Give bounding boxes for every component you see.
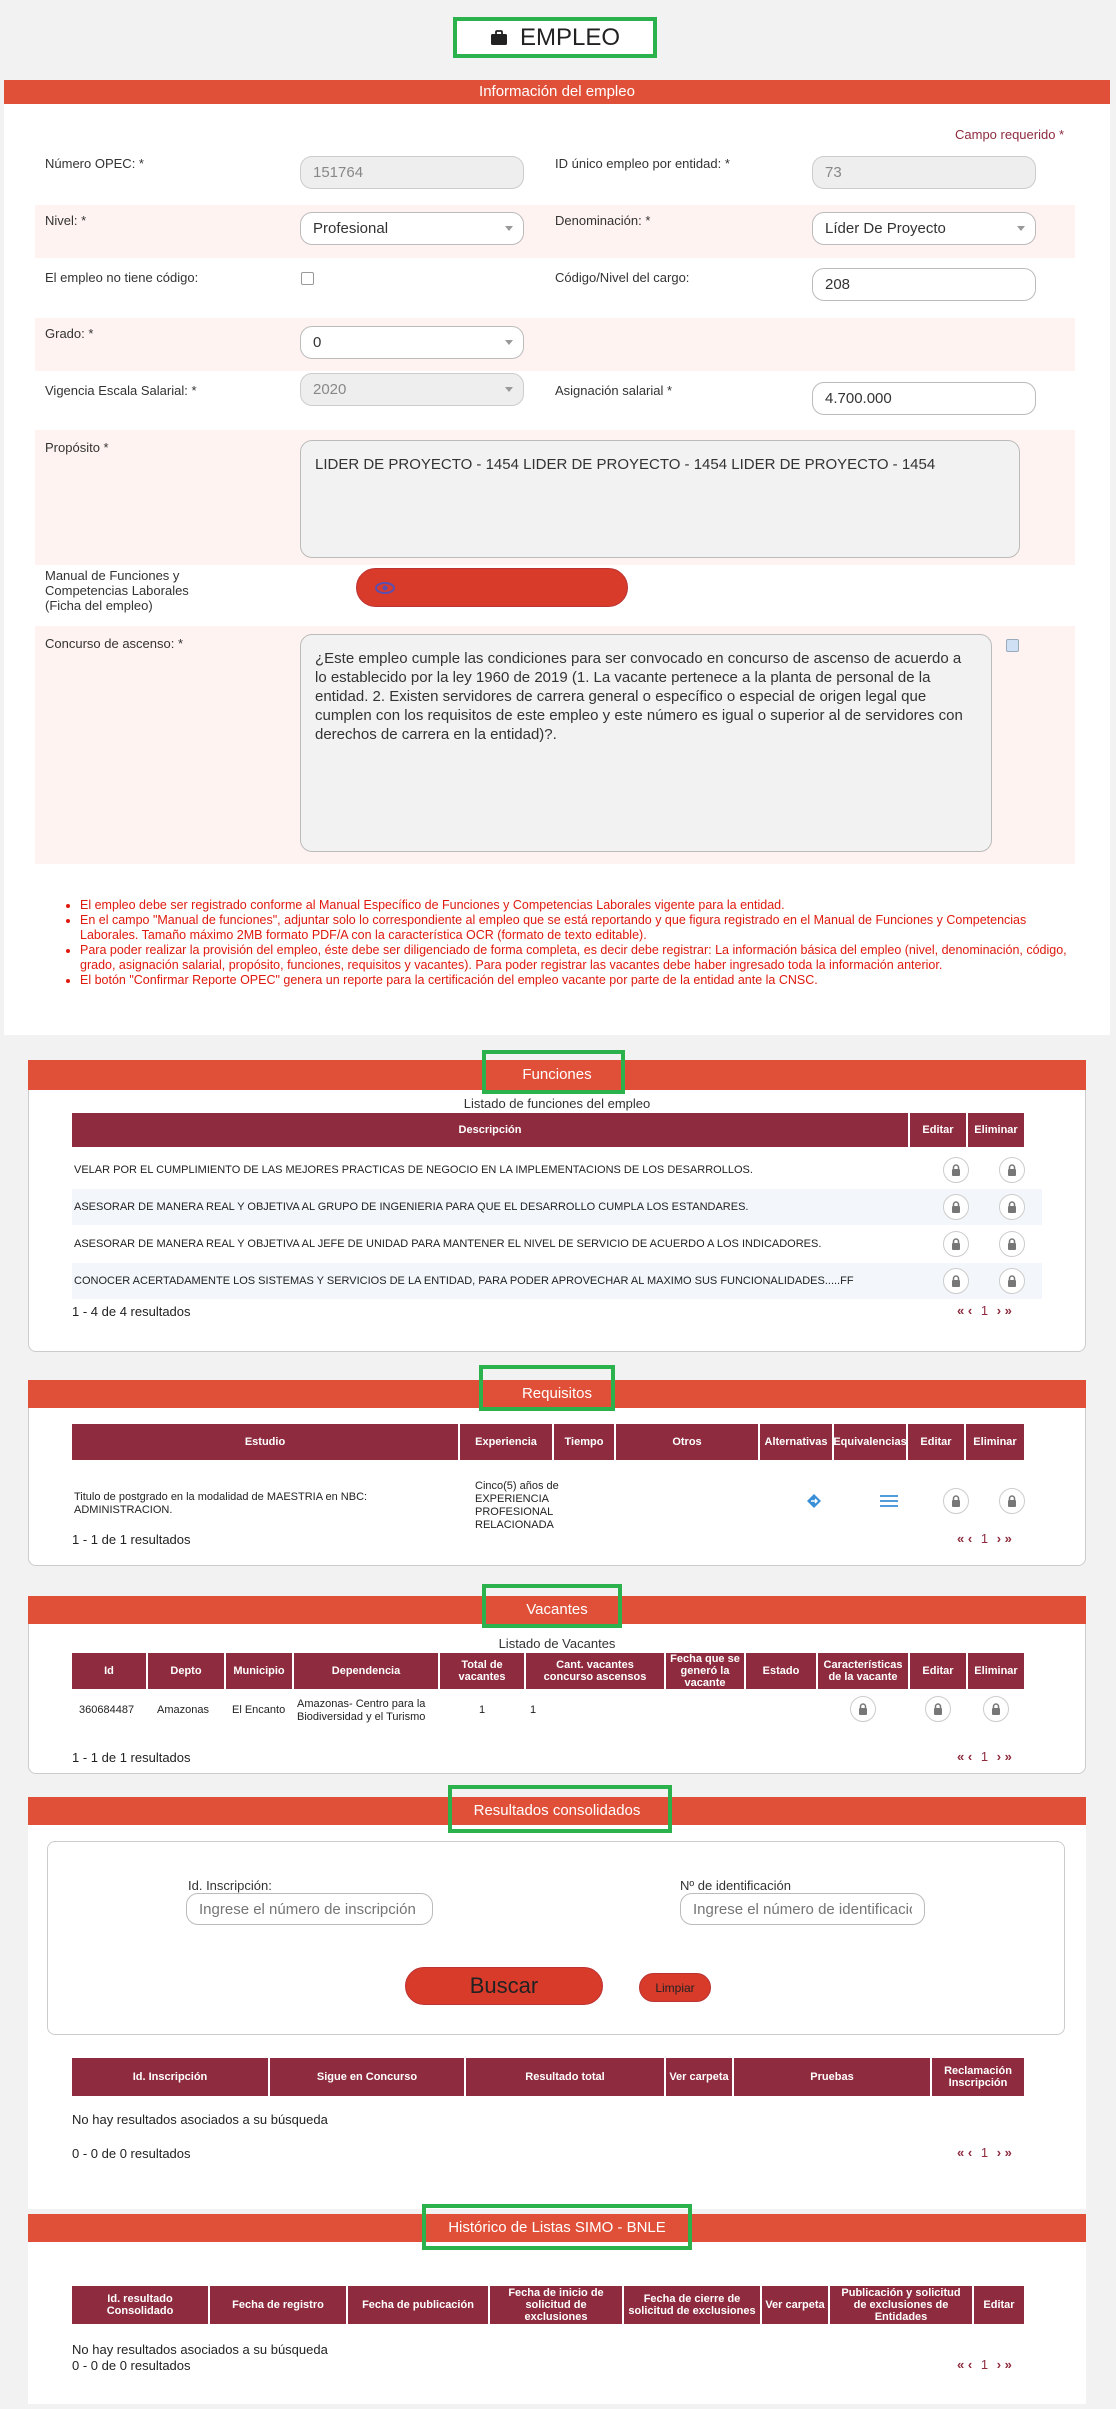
pager-last[interactable]: » — [1004, 1749, 1012, 1764]
pager-last[interactable]: » — [1004, 1531, 1012, 1546]
edit-lock-button[interactable] — [925, 1696, 951, 1722]
vacante-dependencia: Amazonas- Centro para la Biodiversidad y el Turismo — [297, 1698, 426, 1723]
vacante-total: 1 — [479, 1704, 486, 1716]
col-tiempo: Tiempo — [554, 1424, 614, 1460]
pager-page[interactable]: 1 — [980, 1749, 989, 1764]
pager-next[interactable]: › — [996, 2145, 1002, 2160]
id-unico-label: ID único empleo por entidad: * — [555, 156, 730, 171]
pager-first[interactable]: « — [957, 2145, 965, 2160]
lock-icon — [951, 1495, 961, 1507]
identificacion-input[interactable] — [680, 1893, 925, 1925]
col-depto: Depto — [148, 1653, 224, 1689]
manual-label-2: Competencias Laborales — [45, 583, 189, 598]
requisitos-count: 1 - 1 de 1 resultados — [72, 1532, 191, 1547]
edit-lock-button[interactable] — [943, 1268, 969, 1294]
delete-lock-button[interactable] — [999, 1268, 1025, 1294]
resultados-count: 0 - 0 de 0 resultados — [72, 2146, 191, 2161]
col-alternativas: Alternativas — [760, 1424, 832, 1460]
col-ascensos: Cant. vacantes concurso ascensos — [526, 1653, 664, 1689]
lock-icon — [1007, 1201, 1017, 1213]
col-ver-carpeta: Ver carpeta — [666, 2058, 732, 2096]
proposito-label: Propósito * — [45, 440, 109, 455]
vacante-ascensos: 1 — [530, 1704, 537, 1716]
col-editar: Editar — [908, 1424, 964, 1460]
vigencia-value: 2020 — [313, 381, 347, 398]
col-eliminar: Eliminar — [966, 1424, 1024, 1460]
requisito-experiencia: Cinco(5) años de EXPERIENCIA PROFESIONAL RELACIONADA — [475, 1480, 559, 1531]
note-item: • En el campo "Manual de funciones", adjuntar solo lo correspondiente al empleo que se está reportando y que figura registrado en el Manual de Funciones y Competencias Laborales. Tamaño máximo 2MB formato PDF/A con la característica OCR (formato de texto editable). — [80, 913, 1080, 943]
row-grado — [35, 318, 1075, 371]
denominacion-value: Líder De Proyecto — [825, 220, 946, 237]
note-item: • Para poder realizar la provisión del empleo, éste debe ser diligenciado de forma completa, es decir debe registrar: La información básica del empleo (nivel, denominación, código, grado, asignación salarial, propósito, funciones, requisitos y vacantes). Para poder registrar las vacantes debe haber ingresado toda la información anterior. — [80, 943, 1080, 973]
vacante-municipio: El Encanto — [232, 1704, 286, 1716]
manual-label-3: (Ficha del empleo) — [45, 598, 153, 613]
lock-icon — [951, 1201, 961, 1213]
notes-list — [60, 898, 1080, 988]
col-municipio: Municipio — [226, 1653, 292, 1689]
funcion-desc: VELAR POR EL CUMPLIMIENTO DE LAS MEJORES PRACTICAS DE NEGOCIO EN LA IMPLEMENTACIONS DE LOS DESARROLLOS. — [74, 1164, 753, 1176]
vacantes-count: 1 - 1 de 1 resultados — [72, 1750, 191, 1765]
pager-page[interactable]: 1 — [980, 1531, 989, 1546]
codigo-input[interactable]: 208 — [812, 268, 1036, 301]
pager-prev[interactable]: ‹ — [967, 2145, 973, 2160]
col-estudio: Estudio — [72, 1424, 458, 1460]
pager-prev[interactable]: ‹ — [967, 1749, 973, 1764]
lock-icon — [1007, 1238, 1017, 1250]
asignacion-label: Asignación salarial * — [555, 383, 673, 398]
chevron-down-icon — [1017, 226, 1025, 231]
chevron-down-icon — [505, 226, 513, 231]
highlight-historico — [422, 2204, 692, 2250]
pager-first[interactable]: « — [957, 2357, 965, 2372]
pager-prev[interactable]: ‹ — [967, 2357, 973, 2372]
id-inscripcion-input[interactable] — [186, 1893, 433, 1925]
vigencia-select — [300, 373, 524, 406]
delete-lock-button[interactable] — [999, 1488, 1025, 1514]
pager-page[interactable]: 1 — [980, 2357, 989, 2372]
sin-codigo-label: El empleo no tiene código: — [45, 270, 199, 285]
lock-icon — [1007, 1275, 1017, 1287]
pager-prev[interactable]: ‹ — [967, 1303, 973, 1318]
col-equivalencias: Equivalencias — [834, 1424, 906, 1460]
numero-opec-input: 151764 — [300, 156, 524, 189]
requisitos-pager — [957, 1531, 1012, 1546]
col-dependencia: Dependencia — [294, 1653, 438, 1689]
pager-page[interactable]: 1 — [980, 1303, 989, 1318]
identificacion-label: Nº de identificación — [680, 1878, 791, 1893]
col-editar: Editar — [910, 1653, 966, 1689]
highlight-title — [453, 17, 657, 58]
col-reclamacion: Reclamación Inscripción — [932, 2058, 1024, 2096]
info-header: Información del empleo — [4, 80, 1110, 104]
col-caracteristicas: Características de la vacante — [818, 1653, 908, 1689]
resultados-empty: No hay resultados asociados a su búsqueda — [72, 2112, 328, 2127]
ver-manual-button[interactable] — [356, 568, 628, 607]
lock-icon — [1007, 1164, 1017, 1176]
delete-lock-button[interactable] — [999, 1157, 1025, 1183]
vacantes-subtitle: Listado de Vacantes — [498, 1636, 616, 1651]
col-estado: Estado — [746, 1653, 816, 1689]
chevron-down-icon — [505, 340, 513, 345]
lock-icon — [991, 1703, 1001, 1715]
limpiar-button[interactable]: Limpiar — [639, 1973, 711, 2002]
funcion-desc: ASESORAR DE MANERA REAL Y OBJETIVA AL JEFE DE UNIDAD PARA MANTENER EL NIVEL DE SERVICIO DE ACUERDO A LOS INDICADORES. — [74, 1238, 822, 1250]
note-item: • El botón "Confirmar Reporte OPEC" genera un reporte para la certificación del empleo vacante por parte de la entidad ante la CNSC. — [80, 973, 1080, 988]
concurso-checkbox[interactable] — [1006, 639, 1019, 652]
edit-lock-button[interactable] — [943, 1194, 969, 1220]
col-sigue-concurso: Sigue en Concurso — [270, 2058, 464, 2096]
grado-label: Grado: * — [45, 326, 94, 341]
vacante-id: 360684487 — [79, 1704, 135, 1716]
lock-icon — [951, 1238, 961, 1250]
col-eliminar: Eliminar — [968, 1113, 1024, 1147]
funciones-count: 1 - 4 de 4 resultados — [72, 1304, 191, 1319]
caracteristicas-lock-button[interactable] — [850, 1696, 876, 1722]
nivel-label: Nivel: * — [45, 213, 87, 228]
concurso-label: Concurso de ascenso: * — [45, 636, 184, 651]
pager-last[interactable]: » — [1004, 2145, 1012, 2160]
alternativas-icon[interactable] — [806, 1493, 822, 1509]
id-inscripcion-label: Id. Inscripción: — [188, 1878, 272, 1893]
historico-pager — [957, 2357, 1012, 2372]
funciones-header: Funciones — [28, 1060, 1086, 1090]
id-unico-input: 73 — [812, 156, 1036, 189]
col-fecha-cierre: Fecha de cierre de solicitud de exclusiones — [624, 2286, 760, 2324]
delete-lock-button[interactable] — [999, 1231, 1025, 1257]
resultados-pager — [957, 2145, 1012, 2160]
pager-next[interactable]: › — [996, 2357, 1002, 2372]
col-ver-carpeta: Ver carpeta — [762, 2286, 828, 2324]
col-pruebas: Pruebas — [734, 2058, 930, 2096]
pager-last[interactable]: » — [1004, 1303, 1012, 1318]
delete-lock-button[interactable] — [983, 1696, 1009, 1722]
search-form — [47, 1841, 1065, 2035]
requisitos-header: Requisitos — [28, 1380, 1086, 1408]
col-id-resultado: Id. resultado Consolidado — [72, 2286, 208, 2324]
lock-icon — [951, 1164, 961, 1176]
pager-last[interactable]: » — [1004, 2357, 1012, 2372]
historico-empty: No hay resultados asociados a su búsqueda — [72, 2342, 328, 2357]
concurso-textarea[interactable]: ¿Este empleo cumple las condiciones para ser convocado en concurso de ascenso de acuerdo a lo establecido por la ley 1960 de 2019 (1. La vacante pertenece a la planta de personal de la entidad. 2. Existen servidores de carrera general o específico o especial de origen legal que cumplen con los requisitos de este empleo y este número es igual o superior al de servidores con derechos de carrera en la entidad)?. — [300, 634, 992, 852]
lock-icon — [1007, 1495, 1017, 1507]
codigo-label: Código/Nivel del cargo: — [555, 270, 690, 285]
col-id-inscripcion: Id. Inscripción — [72, 2058, 268, 2096]
sin-codigo-checkbox[interactable] — [301, 272, 314, 285]
denominacion-select[interactable] — [812, 212, 1036, 245]
col-otros: Otros — [616, 1424, 758, 1460]
historico-count: 0 - 0 de 0 resultados — [72, 2358, 191, 2373]
col-experiencia: Experiencia — [460, 1424, 552, 1460]
funciones-subtitle: Listado de funciones del empleo — [463, 1096, 651, 1111]
delete-lock-button[interactable] — [999, 1194, 1025, 1220]
nivel-select[interactable] — [300, 212, 524, 245]
col-publicacion-exclusiones: Publicación y solicitud de exclusiones de Entidades — [830, 2286, 972, 2324]
page-title-text: EMPLEO — [519, 23, 621, 51]
buscar-button[interactable]: Buscar — [405, 1967, 603, 2005]
col-descripcion: Descripción — [72, 1113, 908, 1147]
col-editar: Editar — [910, 1113, 966, 1147]
pager-first[interactable]: « — [957, 1303, 965, 1318]
nivel-value: Profesional — [313, 220, 389, 237]
vigencia-label: Vigencia Escala Salarial: * — [45, 383, 197, 398]
funciones-pager — [957, 1303, 1012, 1318]
edit-lock-button[interactable] — [943, 1231, 969, 1257]
col-total: Total de vacantes — [440, 1653, 524, 1689]
grado-value: 0 — [313, 334, 322, 351]
lock-icon — [951, 1275, 961, 1287]
funcion-desc: CONOCER ACERTADAMENTE LOS SISTEMAS Y SERVICIOS DE LA ENTIDAD, PARA PODER APROVECHAR AL MAXIMO SUS FUNCIONALIDADES.....FF — [74, 1275, 854, 1287]
pager-next[interactable]: › — [996, 1303, 1002, 1318]
col-eliminar: Eliminar — [968, 1653, 1024, 1689]
requisito-estudio: Titulo de postgrado en la modalidad de MAESTRIA en NBC: ADMINISTRACION. — [74, 1491, 368, 1516]
pager-next[interactable]: › — [996, 1531, 1002, 1546]
pager-prev[interactable]: ‹ — [967, 1531, 973, 1546]
lock-icon — [858, 1703, 868, 1715]
chevron-down-icon — [505, 387, 513, 392]
col-fecha: Fecha que se generó la vacante — [666, 1653, 744, 1689]
note-item: • El empleo debe ser registrado conforme al Manual Específico de Funciones y Competencias Laborales vigente para la entidad. — [80, 898, 1080, 913]
highlight-funciones — [482, 1050, 625, 1094]
edit-lock-button[interactable] — [943, 1157, 969, 1183]
col-resultado-total: Resultado total — [466, 2058, 664, 2096]
vacantes-header: Vacantes — [28, 1596, 1086, 1624]
proposito-textarea[interactable]: LIDER DE PROYECTO - 1454 LIDER DE PROYECTO - 1454 LIDER DE PROYECTO - 1454 — [300, 440, 1020, 558]
vacante-depto: Amazonas — [157, 1704, 209, 1716]
pager-first[interactable]: « — [957, 1749, 965, 1764]
required-note: Campo requerido * — [955, 127, 1065, 142]
col-fecha-registro: Fecha de registro — [210, 2286, 346, 2324]
grado-select[interactable] — [300, 326, 524, 359]
col-fecha-inicio: Fecha de inicio de solicitud de exclusiones — [490, 2286, 622, 2324]
resultados-header: Resultados consolidados — [28, 1797, 1086, 1825]
pager-next[interactable]: › — [996, 1749, 1002, 1764]
col-fecha-publicacion: Fecha de publicación — [348, 2286, 488, 2324]
pager-page[interactable]: 1 — [980, 2145, 989, 2160]
pager-first[interactable]: « — [957, 1531, 965, 1546]
manual-label-1: Manual de Funciones y — [45, 568, 180, 583]
col-editar: Editar — [974, 2286, 1024, 2324]
denominacion-label: Denominación: * — [555, 213, 651, 228]
lock-icon — [933, 1703, 943, 1715]
eye-icon — [375, 582, 395, 594]
historico-header: Histórico de Listas SIMO - BNLE — [28, 2214, 1086, 2242]
asignacion-input[interactable]: 4.700.000 — [812, 382, 1036, 415]
vacantes-pager — [957, 1749, 1012, 1764]
numero-opec-label: Número OPEC: * — [45, 156, 144, 171]
highlight-resultados — [448, 1785, 672, 1833]
col-id: Id — [72, 1653, 146, 1689]
highlight-requisitos — [479, 1365, 615, 1411]
highlight-vacantes — [482, 1584, 622, 1628]
equivalencias-icon[interactable] — [880, 1495, 898, 1507]
edit-lock-button[interactable] — [943, 1488, 969, 1514]
funcion-desc: ASESORAR DE MANERA REAL Y OBJETIVA AL GRUPO DE INGENIERIA PARA QUE EL DESARROLLO CUMPLA LOS ESTANDARES. — [74, 1201, 749, 1213]
